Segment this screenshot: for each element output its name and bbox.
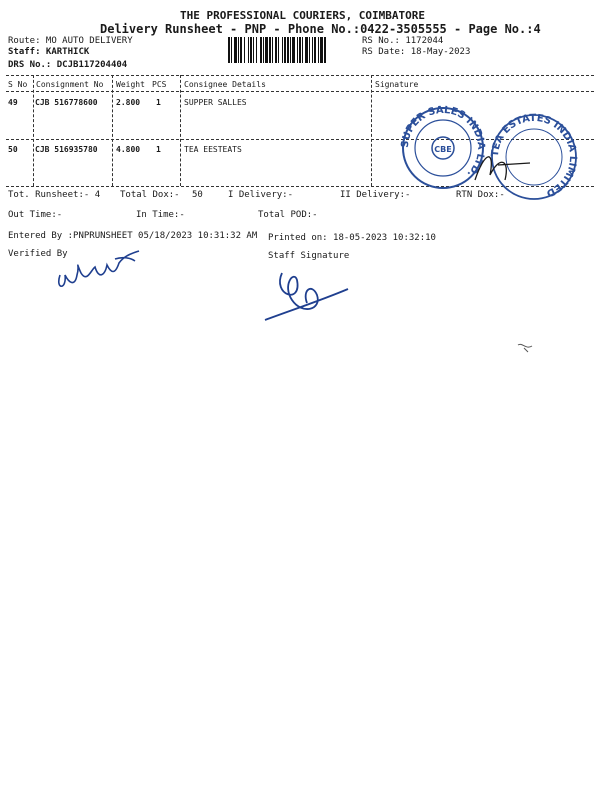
col-header-weight: Weight: [116, 80, 145, 89]
barcode-bar: [272, 37, 273, 63]
company-title: THE PROFESSIONAL COURIERS, COIMBATORE: [180, 9, 426, 22]
row-pcs: 1: [156, 98, 161, 107]
barcode-bar: [256, 37, 257, 63]
row-consignment: CJB 516778600: [35, 98, 98, 107]
col-header-signature: Signature: [375, 80, 419, 89]
barcode-bar: [305, 37, 308, 63]
printed-on: Printed on: 18-05-2023 10:32:10: [268, 233, 436, 243]
col-divider: [180, 75, 181, 186]
barcode-bar: [318, 37, 319, 63]
stamp1-center-text: CBE: [434, 145, 452, 154]
row-sno: 49: [8, 98, 18, 107]
staff-signature: [262, 265, 352, 327]
col-header-sno: S No: [8, 80, 28, 89]
row-weight: 2.800: [116, 98, 141, 107]
barcode-bar: [248, 37, 249, 63]
out-time-label: Out Time:-: [8, 210, 63, 220]
drs-number: DRS No.: DCJB117204404: [8, 60, 128, 70]
barcode-bar: [231, 37, 232, 63]
row-pcs: 1: [156, 145, 161, 154]
barcode-bar: [263, 37, 264, 63]
barcode-bar: [265, 37, 268, 63]
total-dox-label: Total Dox:-: [120, 190, 180, 200]
row-consignee: TEA EESTEATS: [184, 145, 242, 154]
runsheet-subtitle: Delivery Runsheet - PNP - Phone No.:0422-3505555 - Page No.:4: [100, 22, 541, 36]
barcode-bar: [302, 37, 303, 63]
stamp1-ring-text: SUPER SALES INDIA LTD.: [399, 104, 487, 180]
barcode-bar: [238, 37, 239, 63]
entered-by: Entered By :PNPRUNSHEET 05/18/2023 10:31:32 AM: [8, 231, 258, 241]
barcode-bar: [284, 37, 286, 63]
col-divider: [112, 75, 113, 186]
route-label: Route: MO AUTO DELIVERY: [8, 36, 133, 46]
barcode-bar: [287, 37, 289, 63]
rs-number: RS No.: 1172044: [362, 36, 444, 46]
barcode-bar: [260, 37, 262, 63]
rtn-dox-label: RTN Dox:-: [456, 190, 505, 200]
barcode-bar: [228, 37, 230, 63]
barcode-bar: [312, 37, 313, 63]
ii-delivery-label: II Delivery:-: [340, 190, 411, 200]
barcode-bar: [278, 37, 279, 63]
row-consignee: SUPPER SALLES: [184, 98, 247, 107]
barcode: [228, 37, 353, 63]
signature-scribble: [470, 145, 540, 190]
total-runsheet: Tot. Runsheet:- 4: [8, 190, 101, 200]
barcode-bar: [269, 37, 271, 63]
row-consignment: CJB 516935780: [35, 145, 98, 154]
verified-by-label: Verified By: [8, 249, 68, 259]
col-header-pcs: PCS: [152, 80, 167, 89]
staff-label: Staff: KARTHICK: [8, 47, 90, 57]
row-weight: 4.800: [116, 145, 141, 154]
col-divider: [33, 75, 34, 186]
barcode-bar: [234, 37, 237, 63]
barcode-bar: [314, 37, 316, 63]
rs-date: RS Date: 18-May-2023: [362, 47, 471, 57]
verified-signature: [55, 245, 145, 295]
barcode-bar: [250, 37, 252, 63]
barcode-bar: [297, 37, 298, 63]
barcode-bar: [290, 37, 291, 63]
barcode-bar: [299, 37, 301, 63]
in-time-label: In Time:-: [136, 210, 185, 220]
barcode-bar: [292, 37, 295, 63]
barcode-bar: [309, 37, 310, 63]
barcode-bar: [244, 37, 245, 63]
row-sno: 50: [8, 145, 18, 154]
total-pod-label: Total POD:-: [258, 210, 318, 220]
table-top-rule: [6, 75, 594, 76]
barcode-bar: [253, 37, 254, 63]
barcode-bar: [240, 37, 242, 63]
col-header-consignee: Consignee Details: [184, 80, 266, 89]
col-header-consignment: Consignment No: [36, 80, 104, 89]
barcode-bar: [282, 37, 283, 63]
i-delivery-label: I Delivery:-: [228, 190, 294, 200]
col-divider: [371, 75, 372, 186]
barcode-bar: [324, 37, 326, 63]
staff-signature-label: Staff Signature: [268, 251, 350, 261]
barcode-bar: [275, 37, 277, 63]
total-dox-value: 50: [192, 190, 203, 200]
barcode-bar: [320, 37, 323, 63]
table-header-rule: [6, 91, 594, 92]
stamp2-ring-text: TEA ESTATES INDIA LIMITED: [489, 112, 579, 199]
scan-artifact: [516, 340, 536, 355]
